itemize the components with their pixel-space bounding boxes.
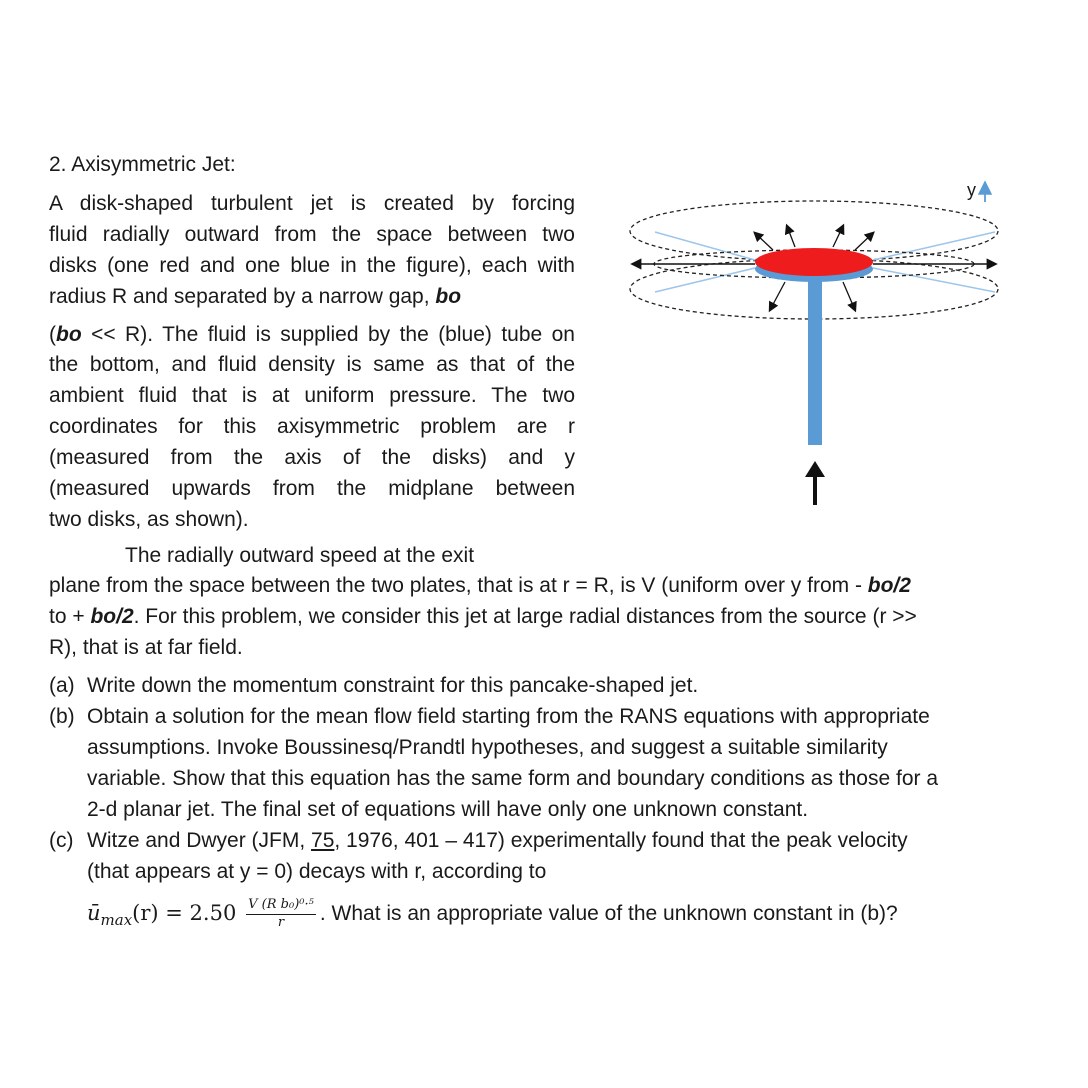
intro-line-4: radius R and separated by a narrow gap, bo xyxy=(49,285,462,308)
item-c-line-2: (that appears at y = 0) decays with r, according to xyxy=(87,860,547,883)
gap-symbol: bo xyxy=(435,285,462,308)
intro-line-2: fluid radially outward from the space between two xyxy=(49,223,575,246)
flow-arrow xyxy=(843,282,855,310)
y-axis-label: y xyxy=(967,180,976,200)
body-line-1: the bottom, and fluid density is same as that of the xyxy=(49,353,575,376)
flow-arrow xyxy=(787,226,795,247)
body-line-5: (measured upwards from the midplane between xyxy=(49,477,575,500)
flow-arrow xyxy=(770,282,785,310)
body-line-3: coordinates for this axisymmetric problem are r xyxy=(49,415,575,438)
spread-line xyxy=(655,268,755,292)
supply-tube xyxy=(808,270,822,445)
item-b-line-2: assumptions. Invoke Boussinesq/Prandtl hypotheses, and suggest a suitable similarity xyxy=(87,736,888,759)
para2-line-2: plane from the space between the two plates, that is at r = R, is V (uniform over y from - bo/2 xyxy=(49,574,911,597)
body-line-4: (measured from the axis of the disks) and y xyxy=(49,446,575,469)
body-line-2: ambient fluid that is at uniform pressure. The two xyxy=(49,384,575,407)
item-b: (b) Obtain a solution for the mean flow field starting from the RANS equations with appropriate xyxy=(49,705,930,728)
equation-fraction: $\frac{\text{V (R b₀)⁰·⁵}}{r}$ xyxy=(248,897,314,931)
flow-arrow xyxy=(855,233,873,250)
flow-arrow xyxy=(755,233,773,250)
para2-line-3: to + bo/2. For this problem, we consider this jet at large radial distances from the source (r >> xyxy=(49,605,917,628)
item-b-line-4: 2-d planar jet. The final set of equations will have only one unknown constant. xyxy=(87,798,809,821)
decay-equation: $ū_{max}(r) = 2.50$ $\frac{\text{V (R b₀)⁰·⁵}}{r}$ . What is an appropriate value of the unknown constant in (b)? xyxy=(87,897,898,931)
intro-line-1: A disk-shaped turbulent jet is created by forcing xyxy=(49,192,575,215)
item-c: (c) Witze and Dwyer (JFM, 75, 1976, 401 – 417) experimentally found that the peak velocity xyxy=(49,829,908,852)
condition-line: (bo << R). The fluid is supplied by the (blue) tube on xyxy=(49,323,575,346)
red-disk xyxy=(755,248,873,276)
problem-heading: 2. Axisymmetric Jet: xyxy=(49,153,236,176)
supply-arrow-head xyxy=(805,461,825,477)
para2-line-1: The radially outward speed at the exit xyxy=(125,544,475,567)
intro-line-3: disks (one red and one blue in the figure), each with xyxy=(49,254,575,277)
spread-line xyxy=(873,232,995,260)
flow-arrow xyxy=(833,226,843,247)
jet-figure xyxy=(615,170,1015,510)
body-line-6: two disks, as shown). xyxy=(49,508,249,531)
journal-volume: 75 xyxy=(311,829,335,852)
para2-line-4: R), that is at far field. xyxy=(49,636,243,659)
spread-line xyxy=(655,232,755,260)
item-a: (a) Write down the momentum constraint for this pancake-shaped jet. xyxy=(49,674,699,697)
item-b-line-3: variable. Show that this equation has the same form and boundary conditions as those for a xyxy=(87,767,939,790)
spread-line xyxy=(873,268,995,292)
